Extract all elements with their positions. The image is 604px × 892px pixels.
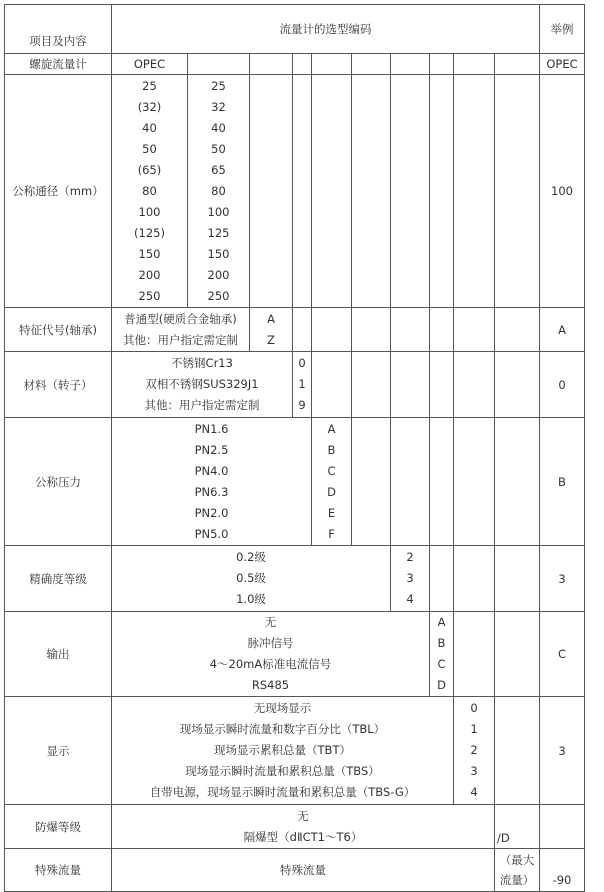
output-options [112, 612, 430, 697]
pressure-code: D [327, 484, 336, 499]
display-option: 自带电源，现场显示瞬时流量和累积总量（TBS-G） [149, 785, 416, 799]
material-option: 其他：用户指定需定制 [144, 398, 260, 412]
display-code: 1 [470, 722, 478, 736]
diameter-code: 200 [207, 267, 230, 282]
output-label: 输出 [5, 612, 112, 697]
material-code: 0 [298, 356, 306, 370]
output-example: C [540, 612, 585, 697]
diameter-codes [188, 75, 250, 308]
diameter-option: 150 [138, 246, 161, 261]
pressure-option: PN2.5 [194, 442, 229, 457]
special-code-line: （最大 [499, 853, 535, 867]
output-option: 4～20mA标准电流信号 [209, 657, 332, 671]
feature-options [112, 308, 250, 352]
feature-code: Z [267, 332, 275, 347]
diameter-option: (65) [137, 162, 162, 177]
output-code: D [437, 678, 446, 692]
pressure-options [112, 418, 312, 546]
diameter-code: 80 [211, 183, 226, 198]
pressure-example: B [540, 418, 585, 546]
material-options [112, 352, 293, 418]
pressure-code: F [328, 526, 335, 541]
diameter-code: 50 [211, 141, 226, 156]
accuracy-option: 0.2级 [236, 550, 266, 564]
diameter-code: 65 [211, 162, 226, 177]
display-code: 3 [470, 764, 478, 778]
diameter-option: (32) [137, 99, 162, 114]
accuracy-codes [391, 546, 430, 612]
material-code: 1 [298, 377, 306, 391]
diameter-code: 150 [207, 246, 230, 261]
explosion-code: /D [495, 805, 540, 849]
feature-label: 特征代号(轴承) [5, 308, 112, 352]
explosion-label: 防爆等级 [5, 805, 112, 849]
display-options [112, 697, 454, 805]
header-item-cell [5, 5, 112, 54]
output-option: RS485 [251, 678, 290, 692]
pressure-label: 公称压力 [5, 418, 112, 546]
material-label: 材料（转子） [5, 352, 112, 418]
diameter-code: 125 [207, 225, 230, 240]
diameter-option: (125) [134, 225, 165, 240]
material-example: 0 [540, 352, 585, 418]
output-option: 无 [264, 615, 277, 629]
accuracy-code: 4 [406, 592, 414, 606]
output-code: B [437, 636, 446, 650]
diameter-code: 250 [207, 288, 230, 303]
display-option: 现场显示累积总量（TBT） [214, 743, 351, 757]
pressure-option: PN1.6 [194, 421, 229, 436]
display-option: 现场显示瞬时流量和数字百分比（TBL） [179, 722, 386, 736]
material-codes [293, 352, 312, 418]
diameter-label: 公称通径（mm） [5, 75, 112, 308]
pressure-option: PN6.3 [194, 484, 229, 499]
diameter-code: 25 [211, 78, 226, 93]
display-code: 2 [470, 743, 478, 757]
display-code: 4 [470, 785, 478, 799]
diameter-option: 250 [138, 288, 161, 303]
accuracy-code: 2 [406, 550, 414, 564]
feature-option: 其他：用户指定需定制 [123, 332, 238, 347]
explosion-options [112, 805, 495, 849]
diameter-option: 40 [142, 120, 157, 135]
material-code: 9 [298, 398, 306, 412]
special-label: 特殊流量 [5, 849, 112, 892]
display-label: 显示 [5, 697, 112, 805]
diameter-code: 100 [207, 204, 230, 219]
pressure-option: PN5.0 [194, 526, 229, 541]
accuracy-code: 3 [406, 571, 414, 585]
diameter-option: 200 [138, 267, 161, 282]
special-option: 特殊流量 [112, 849, 495, 892]
header-code-label: 流量计的选型编码 [112, 5, 540, 54]
display-option: 无现场显示 [253, 701, 312, 715]
pressure-option: PN4.0 [194, 463, 229, 478]
diameter-example: 100 [540, 75, 585, 308]
display-code: 0 [470, 701, 478, 715]
accuracy-option: 0.5级 [236, 571, 266, 585]
diameter-options [112, 75, 188, 308]
type-example: OPEC [540, 54, 585, 75]
diameter-option: 50 [142, 141, 157, 156]
diameter-option: 25 [142, 78, 157, 93]
output-option: 脉冲信号 [247, 636, 294, 650]
special-example: -90 [540, 849, 585, 892]
type-code: OPEC [112, 54, 188, 75]
diameter-code: 40 [211, 120, 226, 135]
diameter-code: 32 [211, 99, 226, 114]
pressure-code: E [327, 505, 336, 520]
accuracy-label: 精确度等级 [5, 546, 112, 612]
output-code: C [437, 657, 446, 671]
display-option: 现场显示瞬时流量和累积总量（TBS） [185, 764, 380, 778]
pressure-code: A [327, 421, 336, 436]
type-label: 螺旋流量计 [5, 54, 112, 75]
feature-codes [250, 308, 293, 352]
feature-example: A [540, 308, 585, 352]
special-code-line: 流量） [499, 873, 535, 887]
header-example-label: 举例 [540, 5, 585, 54]
special-code [495, 849, 540, 892]
display-example: 3 [540, 697, 585, 805]
accuracy-option: 1.0级 [236, 592, 266, 606]
feature-code: A [267, 311, 275, 326]
pressure-code: C [327, 463, 336, 478]
explosion-option: 无 [297, 808, 309, 823]
output-code: A [437, 615, 446, 629]
pressure-option: PN2.0 [194, 505, 229, 520]
selection-code-table [4, 4, 585, 892]
diameter-option: 100 [138, 204, 161, 219]
accuracy-example: 3 [540, 546, 585, 612]
material-option: 不锈钢Cr13 [171, 356, 233, 370]
pressure-codes [312, 418, 352, 546]
diameter-option: 80 [142, 183, 157, 198]
display-codes [454, 697, 495, 805]
accuracy-options [112, 546, 391, 612]
explosion-option: 隔爆型（dⅡCT1～T6） [243, 829, 363, 844]
feature-option: 普通型(硬质合金轴承) [124, 311, 237, 326]
material-option: 双相不锈钢SUS329J1 [145, 377, 259, 391]
header-item-label: 项目及内容 [29, 34, 87, 48]
pressure-code: B [327, 442, 336, 457]
output-codes [430, 612, 454, 697]
